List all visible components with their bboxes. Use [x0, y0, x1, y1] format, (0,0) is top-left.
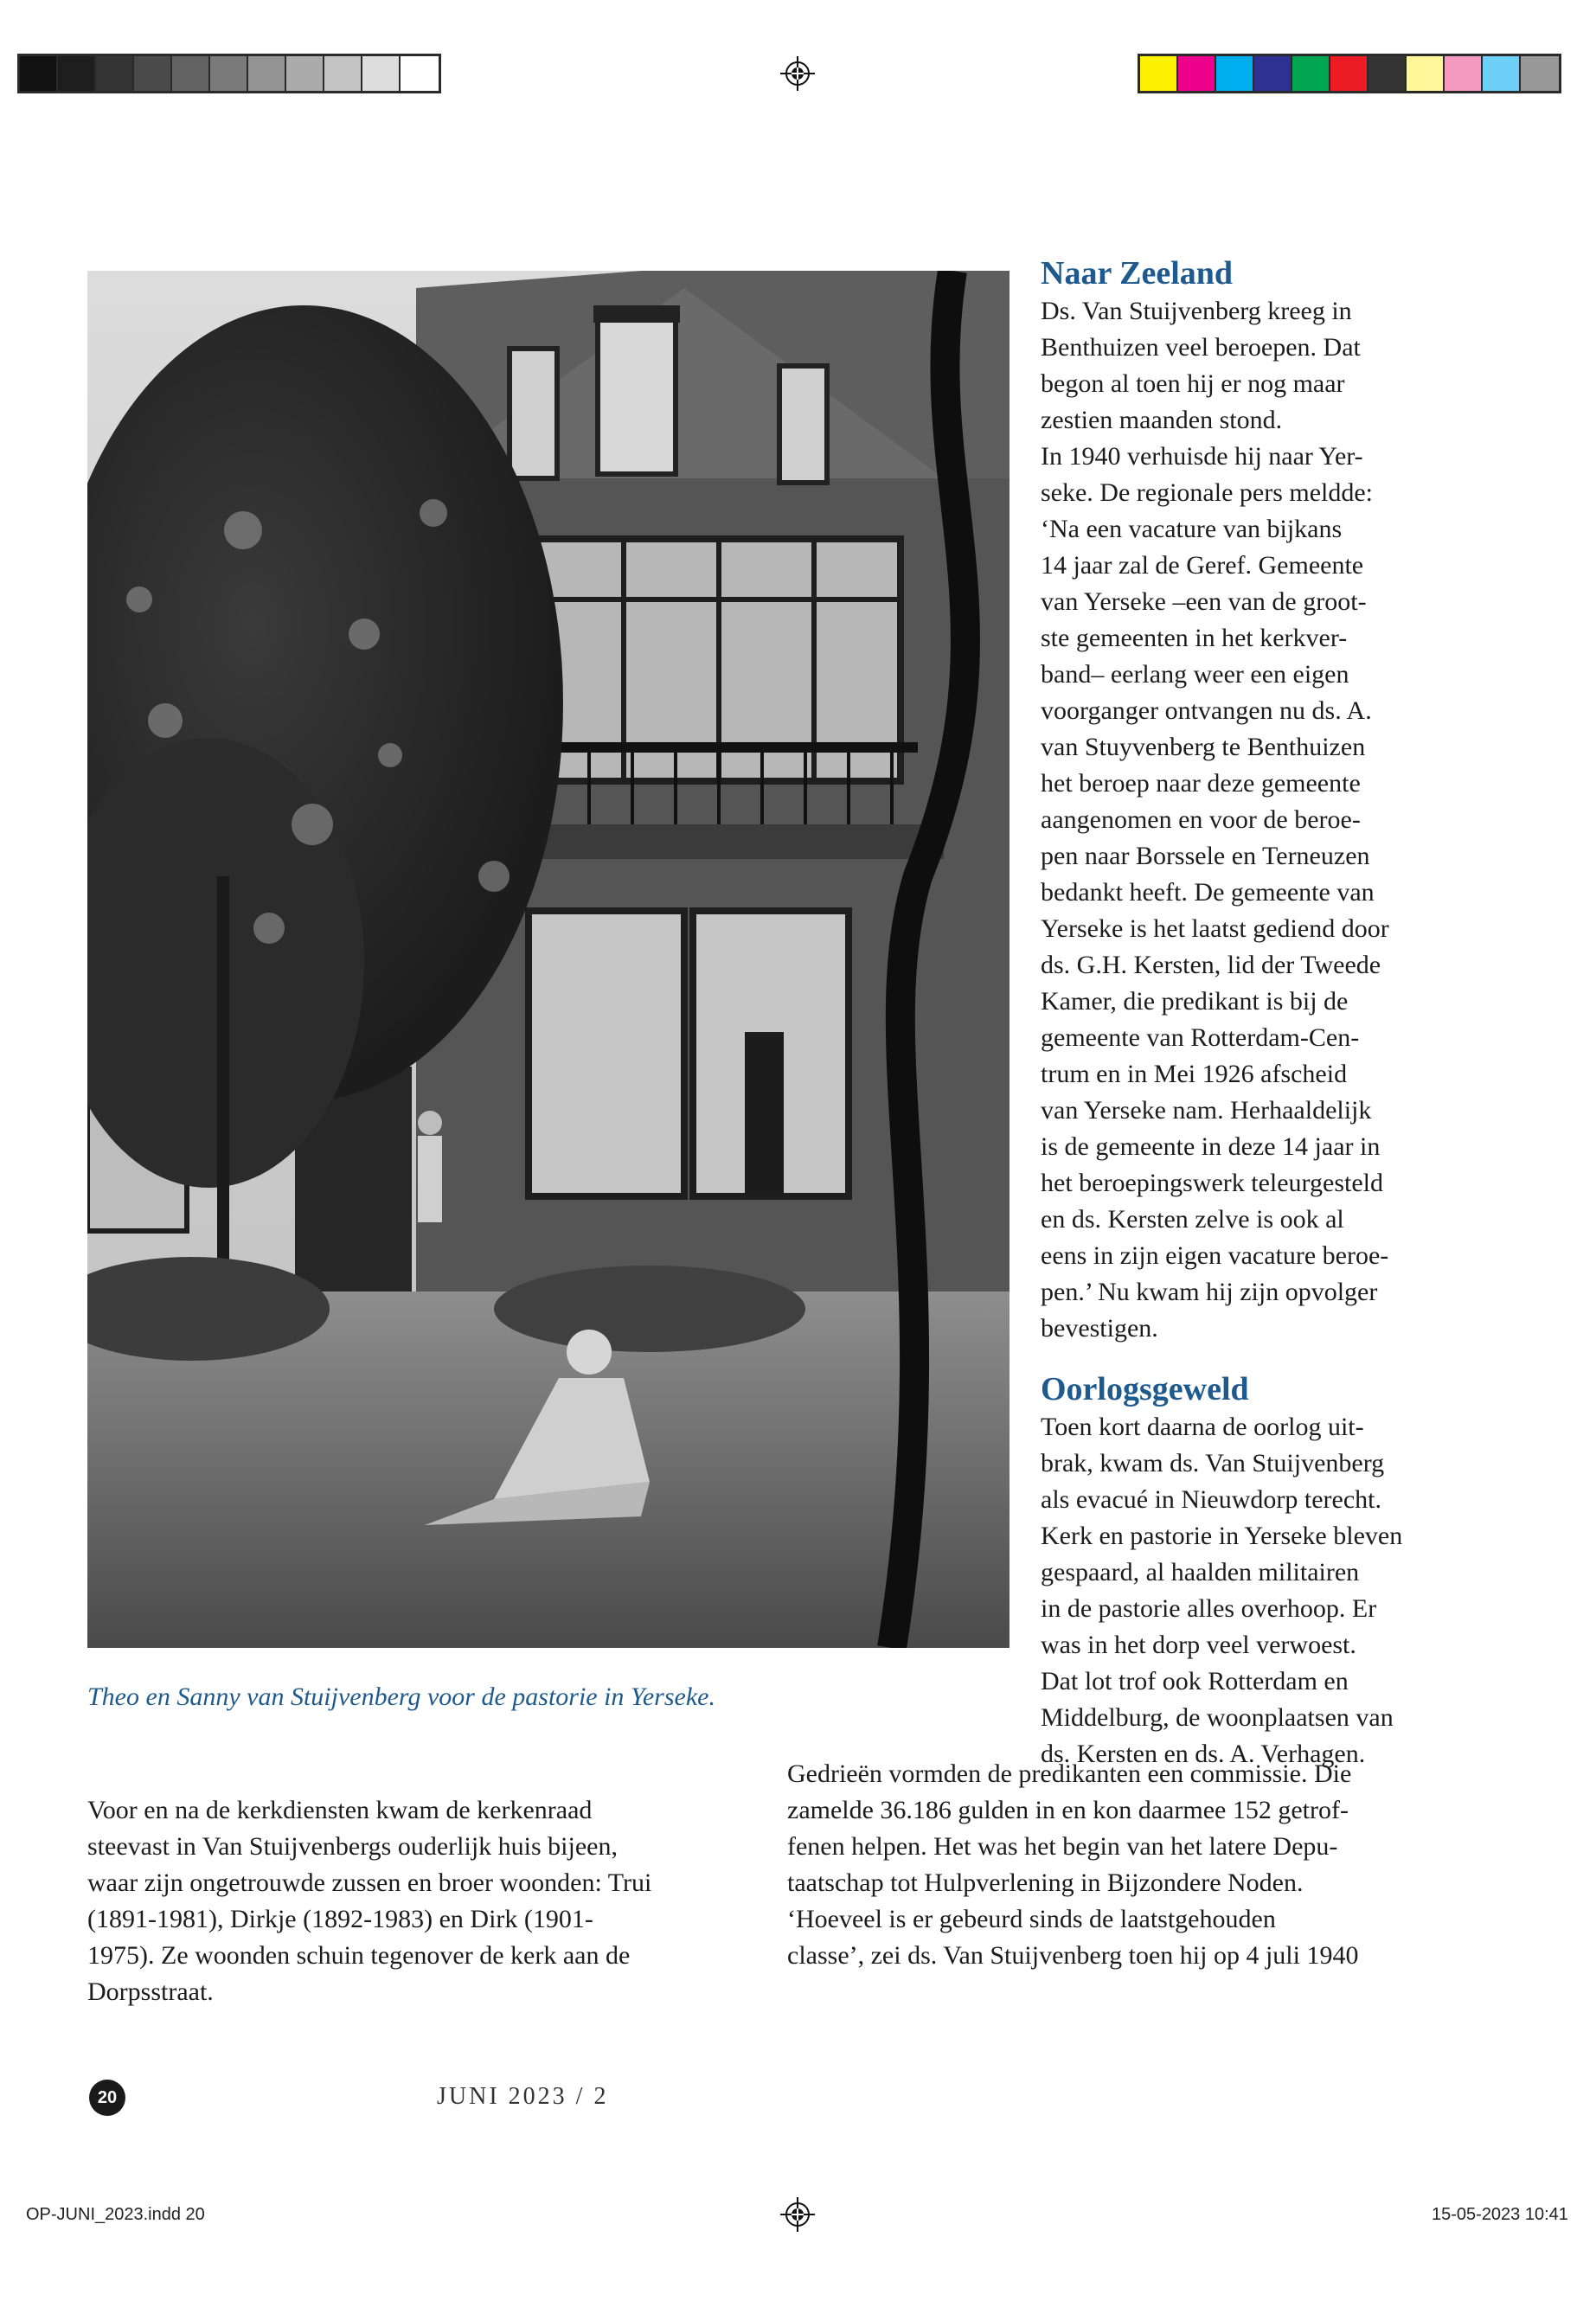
house-photo	[87, 271, 1010, 1648]
text-line: en ds. Kersten zelve is ook al	[1041, 1205, 1344, 1234]
text-line: Benthuizen veel beroepen. Dat	[1041, 333, 1361, 362]
text-line: 1975). Ze woonden schuin tegenover de kerk aan de	[87, 1941, 631, 1970]
registration-mark-icon	[780, 2197, 815, 2232]
text-line: classe’, zei ds. Van Stuijvenberg toen hij op 4 juli 1940	[787, 1941, 1359, 1970]
text-line: het beroepingswerk teleurgesteld	[1041, 1169, 1383, 1197]
gray-swatch	[362, 56, 401, 91]
text-line: brak, kwam ds. Van Stuijvenberg	[1041, 1449, 1385, 1477]
text-line: ste gemeenten in het kerkver-	[1041, 624, 1348, 652]
text-line: waar zijn ongetrouwde zussen en broer woonden: Trui	[87, 1868, 652, 1897]
text-line: ‘Na een vacature van bijkans	[1041, 515, 1343, 543]
right-column	[1041, 253, 1473, 1772]
text-line: 14 jaar zal de Geref. Gemeente	[1041, 551, 1364, 580]
text-line: het beroep naar deze gemeente	[1041, 769, 1361, 798]
text-line: In 1940 verhuisde hij naar Yer-	[1041, 442, 1363, 471]
gray-swatch	[248, 56, 286, 91]
text-line: gemeente van Rotterdam-Cen-	[1041, 1023, 1360, 1052]
text-line: ds. Kersten en ds. A. Verhagen.	[1041, 1740, 1366, 1768]
text-line: Dorpsstraat.	[87, 1977, 214, 2006]
color-swatch	[1178, 56, 1216, 91]
section-body-naar-zeeland	[1041, 293, 1473, 1347]
house-photo-icon	[87, 271, 1010, 1648]
gray-swatch	[134, 56, 172, 91]
text-line: (1891-1981), Dirkje (1892-1983) en Dirk (1901-	[87, 1905, 593, 1933]
text-line: Dat lot trof ook Rotterdam en	[1041, 1667, 1349, 1695]
page-number-badge: 20	[89, 2080, 125, 2116]
text-line: begon al toen hij er nog maar	[1041, 369, 1345, 398]
grayscale-calibration-bar	[17, 54, 441, 93]
gray-swatch	[96, 56, 134, 91]
text-line: ds. G.H. Kersten, lid der Tweede	[1041, 951, 1381, 979]
gray-swatch	[286, 56, 324, 91]
color-swatch	[1140, 56, 1178, 91]
section-heading-naar-zeeland: Naar Zeeland	[1041, 255, 1234, 292]
text-line: fenen helpen. Het was het begin van het latere Depu-	[787, 1832, 1338, 1861]
color-swatch	[1254, 56, 1292, 91]
text-line: ‘Hoeveel is er gebeurd sinds de laatstgehouden	[787, 1905, 1276, 1933]
text-line: Ds. Van Stuijvenberg kreeg in	[1041, 297, 1352, 325]
gray-swatch	[58, 56, 96, 91]
text-line: steevast in Van Stuijvenbergs ouderlijk huis bijeen,	[87, 1832, 618, 1861]
bottom-left-paragraph	[87, 1792, 745, 2010]
issue-label: JUNI 2023 / 2	[437, 2083, 609, 2110]
bottom-right-paragraph	[787, 1756, 1479, 1974]
text-line: voorganger ontvangen nu ds. A.	[1041, 696, 1372, 725]
text-line: Yerseke is het laatst gediend door	[1041, 914, 1389, 943]
text-line: bevestigen.	[1041, 1314, 1158, 1343]
color-swatch	[1521, 56, 1559, 91]
gray-swatch	[401, 56, 439, 91]
section-body-oorlogsgeweld	[1041, 1409, 1473, 1772]
registration-mark-icon	[780, 56, 815, 91]
photo-caption: Theo en Sanny van Stuijvenberg voor de pastorie in Yerseke.	[87, 1682, 715, 1711]
text-line: taatschap tot Hulpverlening in Bijzondere Noden.	[787, 1868, 1304, 1897]
color-swatch	[1216, 56, 1254, 91]
slug-filename: OP-JUNI_2023.indd 20	[26, 2205, 205, 2224]
text-line: Middelburg, de woonplaatsen van	[1041, 1703, 1394, 1732]
color-swatch	[1483, 56, 1521, 91]
text-line: in de pastorie alles overhoop. Er	[1041, 1594, 1377, 1623]
color-calibration-bar	[1138, 54, 1561, 93]
text-line: Kerk en pastorie in Yerseke bleven	[1041, 1522, 1403, 1550]
gray-swatch	[210, 56, 248, 91]
text-line: bedankt heeft. De gemeente van	[1041, 878, 1375, 907]
color-swatch	[1407, 56, 1445, 91]
slug-timestamp: 15-05-2023 10:41	[1432, 2205, 1568, 2224]
text-line: was in het dorp veel verwoest.	[1041, 1631, 1356, 1659]
text-line: Voor en na de kerkdiensten kwam de kerkenraad	[87, 1796, 593, 1824]
text-line: band– eerlang weer een eigen	[1041, 660, 1349, 689]
text-line: Toen kort daarna de oorlog uit-	[1041, 1413, 1364, 1441]
text-line: zamelde 36.186 gulden in en kon daarmee 152 getrof-	[787, 1796, 1349, 1824]
text-line: is de gemeente in deze 14 jaar in	[1041, 1132, 1381, 1161]
text-line: pen naar Borssele en Terneuzen	[1041, 842, 1370, 870]
gray-swatch	[20, 56, 58, 91]
color-swatch	[1368, 56, 1407, 91]
text-line: trum en in Mei 1926 afscheid	[1041, 1060, 1348, 1088]
text-line: Kamer, die predikant is bij de	[1041, 987, 1349, 1016]
gray-swatch	[324, 56, 362, 91]
text-line: aangenomen en voor de beroe-	[1041, 805, 1361, 834]
color-swatch	[1445, 56, 1483, 91]
text-line: gespaard, al haalden militairen	[1041, 1558, 1360, 1586]
text-line: van Stuyvenberg te Benthuizen	[1041, 733, 1366, 761]
gray-swatch	[172, 56, 210, 91]
text-line: eens in zijn eigen vacature beroe-	[1041, 1241, 1389, 1270]
text-line: van Yerseke –een van de groot-	[1041, 587, 1367, 616]
text-line: pen.’ Nu kwam hij zijn opvolger	[1041, 1278, 1378, 1306]
text-line: zestien maanden stond.	[1041, 406, 1283, 434]
section-heading-oorlogsgeweld: Oorlogsgeweld	[1041, 1371, 1249, 1407]
text-line: als evacué in Nieuwdorp terecht.	[1041, 1485, 1381, 1514]
color-swatch	[1330, 56, 1368, 91]
text-line: van Yerseke nam. Herhaaldelijk	[1041, 1096, 1372, 1125]
text-line: seke. De regionale pers meldde:	[1041, 478, 1374, 507]
color-swatch	[1292, 56, 1330, 91]
text-line: Gedrieën vormden de predikanten een commissie. Die	[787, 1759, 1352, 1788]
